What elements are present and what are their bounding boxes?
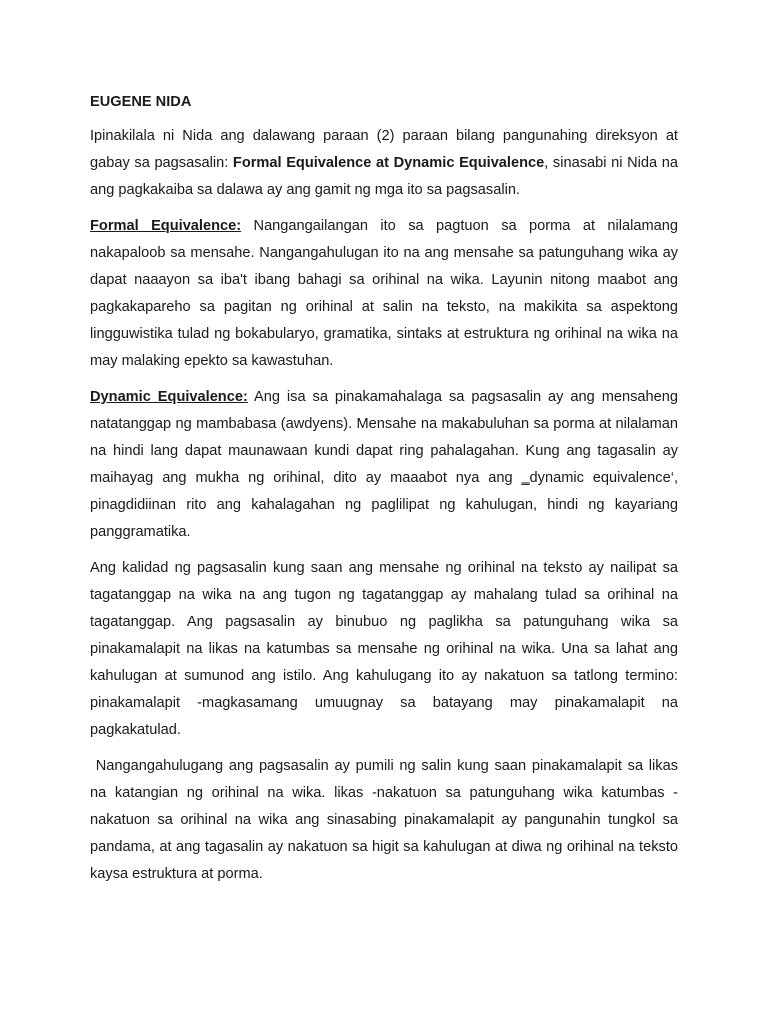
formal-equivalence-text: Nangangailangan ito sa pagtuon sa porma at nilalamang nakapaloob sa mensahe. Nangangahulugan ito na ang mensahe sa patunguhang wika ay dapat naaayon sa iba't ibang bahagi sa orihinal na wika. Layunin nitong maabot ang pagkakapareho sa pagitan ng orihinal at salin na teksto, na makikita sa aspektong lingguwistika tulad ng bokabularyo, gramatika, sintaks at estruktura ng orihinal na wika na may malaking epekto sa kawastuhan. — [90, 218, 678, 369]
formal-equivalence-term: Formal Equivalence: — [90, 218, 242, 234]
paragraph-translation-quality: Ang kalidad ng pagsasalin kung saan ang mensahe ng orihinal na teksto ay nailipat sa tagatanggap na wika na ang tugon ng tagatanggap ay mahalang tulad sa orihinal na tagatanggap. Ang pagsasalin ay binubuo ng paglikha sa patunguhang wika sa pinakamalapit na likas na katumbas sa mensahe ng orihinal na wika. Una sa lahat ang kahulugan at sumunod ang istilo. Ang kahulugang ito ay nakatuon sa tatlong termino: pinakamalapit -magkasamang umuugnay sa batayang may pinakamalapit na pagkakatulad. — [90, 560, 678, 738]
dynamic-equivalence-text: Ang isa sa pinakamahalaga sa pagsasalin ay ang mensaheng natatanggap ng mambabasa (awdyens). Mensahe na makabuluhan sa porma at nilalaman na hindi lang dapat maunawaan kundi dapat ring pahalagahan. Kung ang tagasalin ay maihayag ang mukha ng orihinal, dito ay maaabot nya ang ‗dynamic equivalence‘, pinagdidiinan rito ang kahalagahan ng paglilipat ng kahulugan, hindi ng kayariang panggramatika. — [90, 389, 678, 540]
paragraph-formal-equivalence — [90, 213, 678, 375]
paragraph-closest-natural: Nangangahulugang ang pagsasalin ay pumili ng salin kung saan pinakamalapit sa likas na katangian ng orihinal na wika. likas -nakatuon sa patunguhang wika katumbas -nakatuon sa orihinal na wika ang sinasabing pinakamalapit ay pangunahin tungkol sa pandama, at ang tagasalin ay nakatuon sa higit sa kahulugan at diwa ng orihinal na teksto kaysa estruktura at porma. — [90, 758, 678, 882]
document-page — [90, 92, 678, 897]
document-title: EUGENE NIDA — [90, 94, 192, 110]
paragraph-intro — [90, 123, 678, 204]
dynamic-equivalence-term: Dynamic Equivalence: — [90, 389, 248, 405]
paragraph-intro-text-end: , sinasabi ni Nida na ang pagkakaiba sa dalawa ay ang gamit ng mga ito sa pagsasalin. — [90, 155, 678, 198]
paragraph-intro-bold-terms: Formal Equivalence at Dynamic Equivalence — [232, 155, 545, 171]
paragraph-dynamic-equivalence — [90, 384, 678, 546]
paragraph-intro-text-start: Ipinakilala ni Nida ang dalawang paraan (2) paraan bilang pangunahing direksyon at gabay sa pagsasalin: — [90, 128, 678, 171]
